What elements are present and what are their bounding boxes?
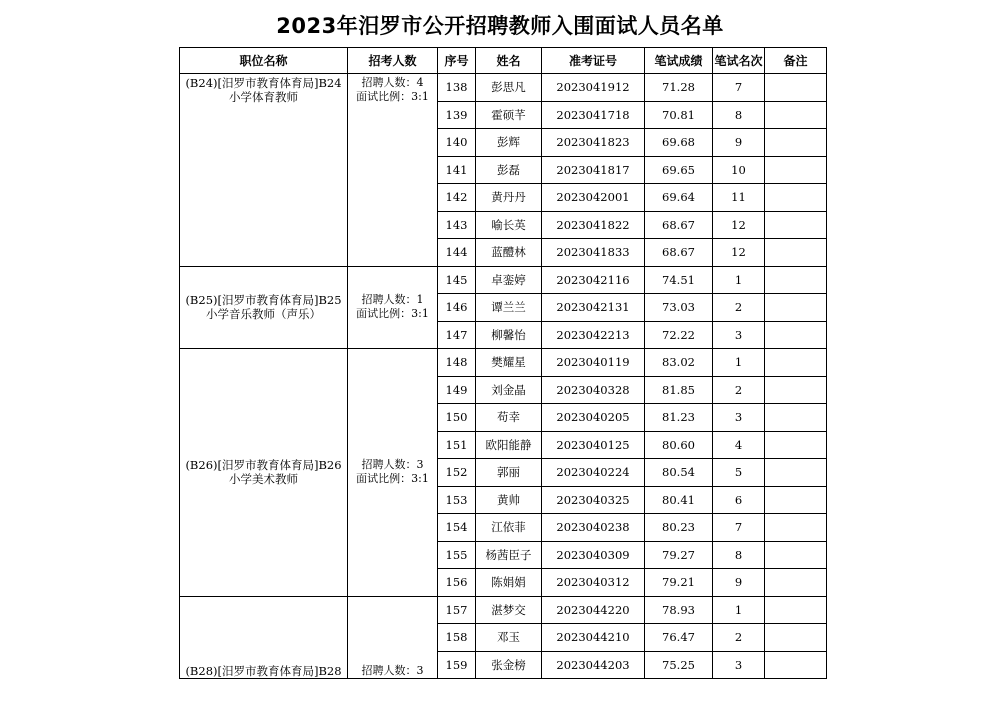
note-cell <box>765 321 827 349</box>
quota-cell <box>348 349 438 597</box>
name-cell: 张金榜 <box>476 651 542 679</box>
name-cell: 陈娟娟 <box>476 569 542 597</box>
name-cell: 江依菲 <box>476 514 542 542</box>
exam-id-cell: 2023041823 <box>542 129 645 157</box>
note-cell <box>765 569 827 597</box>
header-position: 职位名称 <box>180 48 348 74</box>
score-cell: 83.02 <box>645 349 713 377</box>
score-cell: 74.51 <box>645 266 713 294</box>
score-cell: 78.93 <box>645 596 713 624</box>
score-cell: 80.41 <box>645 486 713 514</box>
score-cell: 73.03 <box>645 294 713 322</box>
position-cell <box>180 349 348 597</box>
rank-cell: 8 <box>713 541 765 569</box>
quota-line: 招聘人数：1 <box>361 293 424 307</box>
note-cell <box>765 651 827 679</box>
exam-id-cell: 2023041718 <box>542 101 645 129</box>
note-cell <box>765 624 827 652</box>
exam-id-cell: 2023040125 <box>542 431 645 459</box>
name-cell: 黄丹丹 <box>476 184 542 212</box>
quota-line: 面试比例：3:1 <box>356 90 429 103</box>
note-cell <box>765 294 827 322</box>
seq-cell: 146 <box>438 294 476 322</box>
note-cell <box>765 514 827 542</box>
position-cell <box>180 266 348 349</box>
rank-cell: 10 <box>713 156 765 184</box>
name-cell: 樊耀星 <box>476 349 542 377</box>
position-name-line: 小学美术教师 <box>229 472 298 487</box>
exam-id-cell: 2023044220 <box>542 596 645 624</box>
seq-cell: 139 <box>438 101 476 129</box>
score-cell: 69.68 <box>645 129 713 157</box>
note-cell <box>765 431 827 459</box>
rank-cell: 4 <box>713 431 765 459</box>
header-score: 笔试成绩 <box>645 48 713 74</box>
exam-id-cell: 2023040309 <box>542 541 645 569</box>
name-cell: 蓝醴林 <box>476 239 542 267</box>
seq-cell: 148 <box>438 349 476 377</box>
seq-cell: 159 <box>438 651 476 679</box>
note-cell <box>765 239 827 267</box>
rank-cell: 7 <box>713 74 765 102</box>
exam-id-cell: 2023042131 <box>542 294 645 322</box>
exam-id-cell: 2023041817 <box>542 156 645 184</box>
seq-cell: 157 <box>438 596 476 624</box>
name-cell: 欧阳能静 <box>476 431 542 459</box>
note-cell <box>765 211 827 239</box>
name-cell: 黄帅 <box>476 486 542 514</box>
score-cell: 68.67 <box>645 211 713 239</box>
score-cell: 80.54 <box>645 459 713 487</box>
name-cell: 彭磊 <box>476 156 542 184</box>
name-cell: 苟幸 <box>476 404 542 432</box>
rank-cell: 9 <box>713 569 765 597</box>
note-cell <box>765 184 827 212</box>
seq-cell: 143 <box>438 211 476 239</box>
position-name-line: (B25)[汨罗市教育体育局]B25 <box>185 293 342 308</box>
score-cell: 71.28 <box>645 74 713 102</box>
score-cell: 80.60 <box>645 431 713 459</box>
quota-line: 面试比例：3:1 <box>356 307 429 321</box>
score-cell: 70.81 <box>645 101 713 129</box>
exam-id-cell: 2023041833 <box>542 239 645 267</box>
exam-id-cell: 2023040238 <box>542 514 645 542</box>
name-cell: 喻长英 <box>476 211 542 239</box>
quota-cell <box>348 266 438 349</box>
seq-cell: 138 <box>438 74 476 102</box>
candidate-table <box>179 47 827 679</box>
seq-cell: 152 <box>438 459 476 487</box>
score-cell: 79.21 <box>645 569 713 597</box>
quota-line: 招聘人数：4 <box>361 76 424 89</box>
name-cell: 杨茜臣子 <box>476 541 542 569</box>
rank-cell: 7 <box>713 514 765 542</box>
note-cell <box>765 486 827 514</box>
name-cell: 柳馨怡 <box>476 321 542 349</box>
rank-cell: 1 <box>713 596 765 624</box>
rank-cell: 3 <box>713 404 765 432</box>
name-cell: 霍硕芊 <box>476 101 542 129</box>
score-cell: 75.25 <box>645 651 713 679</box>
position-name-line: 小学音乐教师（声乐） <box>206 307 321 322</box>
rank-cell: 1 <box>713 266 765 294</box>
exam-id-cell: 2023040119 <box>542 349 645 377</box>
seq-cell: 150 <box>438 404 476 432</box>
note-cell <box>765 376 827 404</box>
name-cell: 谭兰兰 <box>476 294 542 322</box>
rank-cell: 9 <box>713 129 765 157</box>
table-row <box>180 349 827 377</box>
seq-cell: 155 <box>438 541 476 569</box>
score-cell: 69.64 <box>645 184 713 212</box>
score-cell: 76.47 <box>645 624 713 652</box>
quota-line: 招聘人数：3 <box>361 664 424 677</box>
position-cell <box>180 74 348 267</box>
note-cell <box>765 349 827 377</box>
document-title: 2023年汨罗市公开招聘教师入围面试人员名单 <box>276 14 724 38</box>
exam-id-cell: 2023040325 <box>542 486 645 514</box>
exam-id-cell: 2023042001 <box>542 184 645 212</box>
quota-cell <box>348 74 438 267</box>
exam-id-cell: 2023041822 <box>542 211 645 239</box>
position-name-line: (B24)[汨罗市教育体育局]B24 <box>185 76 342 90</box>
table-row <box>180 74 827 102</box>
exam-id-cell: 2023040205 <box>542 404 645 432</box>
note-cell <box>765 459 827 487</box>
name-cell: 郭丽 <box>476 459 542 487</box>
seq-cell: 140 <box>438 129 476 157</box>
header-name: 姓名 <box>476 48 542 74</box>
header-rank: 笔试名次 <box>713 48 765 74</box>
seq-cell: 153 <box>438 486 476 514</box>
name-cell: 彭辉 <box>476 129 542 157</box>
exam-id-cell: 2023044210 <box>542 624 645 652</box>
exam-id-cell: 2023044203 <box>542 651 645 679</box>
name-cell: 卓銮婷 <box>476 266 542 294</box>
header-row <box>180 48 827 74</box>
seq-cell: 141 <box>438 156 476 184</box>
seq-cell: 147 <box>438 321 476 349</box>
quota-line: 招聘人数：3 <box>361 458 424 472</box>
header-seq: 序号 <box>438 48 476 74</box>
note-cell <box>765 266 827 294</box>
rank-cell: 1 <box>713 349 765 377</box>
rank-cell: 3 <box>713 651 765 679</box>
rank-cell: 2 <box>713 294 765 322</box>
seq-cell: 158 <box>438 624 476 652</box>
note-cell <box>765 156 827 184</box>
position-name-line: 小学体育教师 <box>229 90 298 104</box>
seq-cell: 149 <box>438 376 476 404</box>
score-cell: 69.65 <box>645 156 713 184</box>
rank-cell: 2 <box>713 624 765 652</box>
quota-line: 面试比例：3:1 <box>356 472 429 486</box>
seq-cell: 145 <box>438 266 476 294</box>
position-cell <box>180 596 348 679</box>
rank-cell: 6 <box>713 486 765 514</box>
header-exam-id: 准考证号 <box>542 48 645 74</box>
header-quota: 招考人数 <box>348 48 438 74</box>
exam-id-cell: 2023040312 <box>542 569 645 597</box>
name-cell: 刘金晶 <box>476 376 542 404</box>
seq-cell: 151 <box>438 431 476 459</box>
note-cell <box>765 541 827 569</box>
note-cell <box>765 129 827 157</box>
position-name-line: (B28)[汨罗市教育体育局]B28 <box>185 664 342 678</box>
note-cell <box>765 101 827 129</box>
seq-cell: 144 <box>438 239 476 267</box>
table-row <box>180 596 827 624</box>
score-cell: 80.23 <box>645 514 713 542</box>
exam-id-cell: 2023041912 <box>542 74 645 102</box>
score-cell: 79.27 <box>645 541 713 569</box>
seq-cell: 156 <box>438 569 476 597</box>
rank-cell: 8 <box>713 101 765 129</box>
rank-cell: 3 <box>713 321 765 349</box>
rank-cell: 12 <box>713 211 765 239</box>
note-cell <box>765 74 827 102</box>
exam-id-cell: 2023042213 <box>542 321 645 349</box>
header-note: 备注 <box>765 48 827 74</box>
score-cell: 81.23 <box>645 404 713 432</box>
note-cell <box>765 404 827 432</box>
quota-cell <box>348 596 438 679</box>
score-cell: 68.67 <box>645 239 713 267</box>
seq-cell: 142 <box>438 184 476 212</box>
exam-id-cell: 2023040224 <box>542 459 645 487</box>
rank-cell: 12 <box>713 239 765 267</box>
score-cell: 81.85 <box>645 376 713 404</box>
rank-cell: 2 <box>713 376 765 404</box>
exam-id-cell: 2023042116 <box>542 266 645 294</box>
rank-cell: 5 <box>713 459 765 487</box>
score-cell: 72.22 <box>645 321 713 349</box>
exam-id-cell: 2023040328 <box>542 376 645 404</box>
seq-cell: 154 <box>438 514 476 542</box>
note-cell <box>765 596 827 624</box>
name-cell: 彭思凡 <box>476 74 542 102</box>
table-row <box>180 266 827 294</box>
rank-cell: 11 <box>713 184 765 212</box>
position-name-line: (B26)[汨罗市教育体育局]B26 <box>185 458 342 473</box>
name-cell: 湛梦交 <box>476 596 542 624</box>
name-cell: 邓玉 <box>476 624 542 652</box>
